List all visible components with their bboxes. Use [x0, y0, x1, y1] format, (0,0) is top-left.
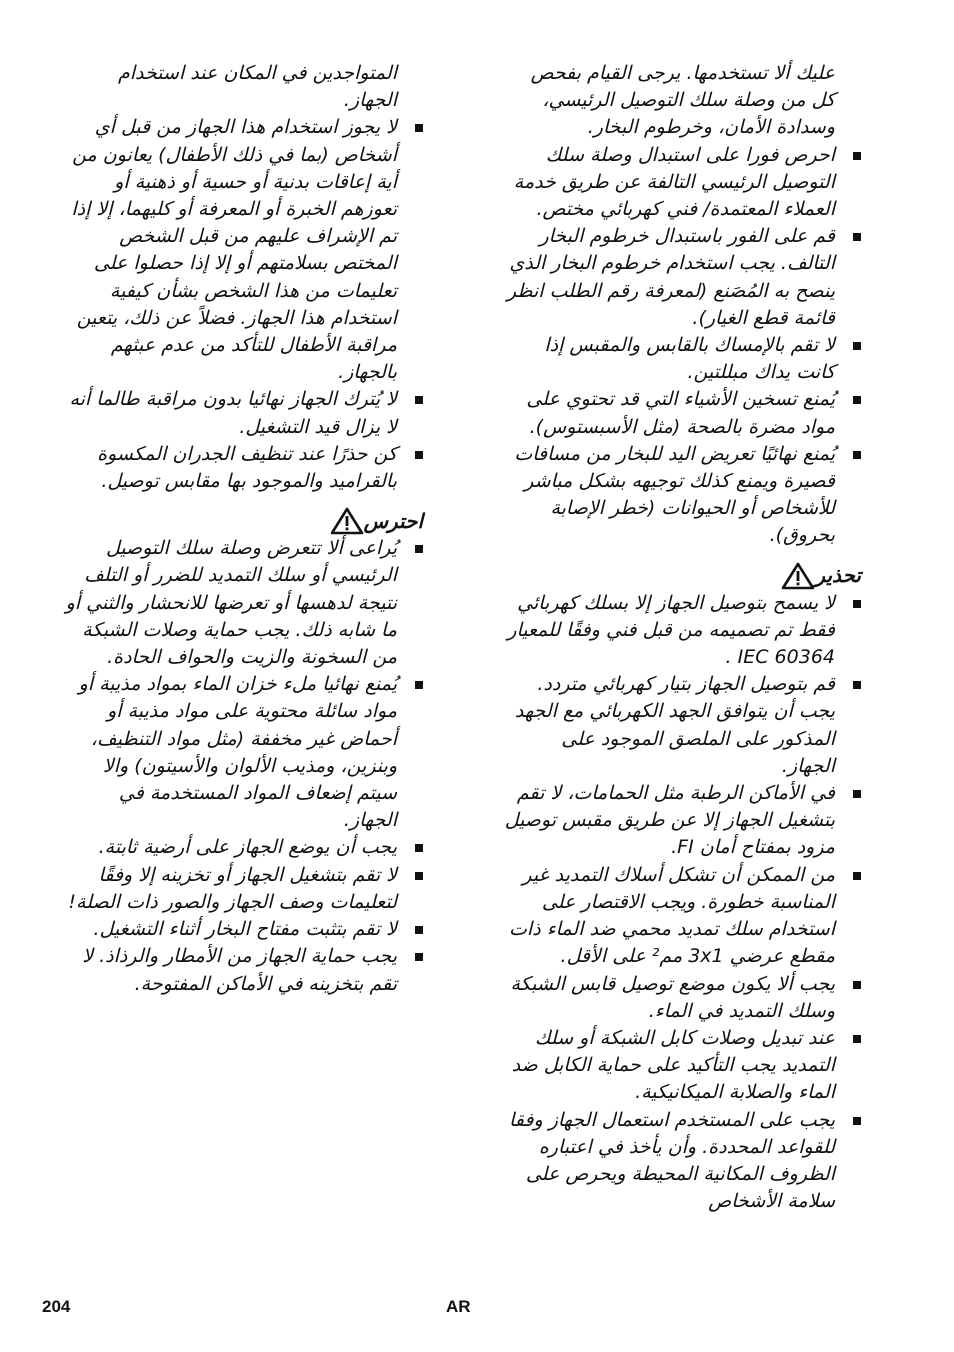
left-column: [65, 60, 423, 998]
warning-heading: [503, 562, 861, 590]
list-item: كن حذرًا عند تنظيف الجدران المكسوة بالقراميد والموجود بها مقابس توصيل.: [65, 441, 423, 495]
page-number: 204: [42, 1297, 71, 1316]
list-item: من الممكن أن تشكل أسلاك التمديد غير المناسبة خطورة. ويجب الاقتصار على استخدام سلك تمديد محمي ضد الماء ذات مقطع عرضي 3x1 مم² على الأقل.: [503, 862, 861, 971]
caution-list: [65, 535, 423, 997]
list-item: لا تقم بالإمساك بالقابس والمقبس إذا كانت يداك مبللتين.: [503, 332, 861, 386]
list-item: في الأماكن الرطبة مثل الحمامات، لا تقم بتشغيل الجهاز إلا عن طريق مقبس توصيل مزود بمفتاح أمان FI.: [503, 780, 861, 862]
list-item: عند تبديل وصلات كابل الشبكة أو سلك التمديد يجب التأكيد على حماية الكابل ضد الماء والصلابة الميكانيكية.: [503, 1025, 861, 1107]
right-column-intro: عليك ألا تستخدمها. يرجى القيام بفحص كل من وصلة سلك التوصيل الرئيسي، وسدادة الأمان، وخرطوم البخار.: [530, 62, 835, 139]
list-item: لا تقم بتثبت مفتاح البخار أثناء التشغيل.: [65, 916, 423, 943]
list-item: يُراعى ألا تتعرض وصلة سلك التوصيل الرئيسي أو سلك التمديد للضرر أو التلف نتيجة لدهسها أو تعرضها للانحشار والثني أو ما شابه ذلك. يجب حماية وصلات الشبكة من السخونة والزيت والحواف الحادة.: [65, 535, 423, 671]
warning-list: [503, 590, 861, 1216]
list-item: يجب ألا يكون موضع توصيل قابس الشبكة وسلك التمديد في الماء.: [503, 971, 861, 1025]
list-item: لا يُترك الجهاز نهائيا بدون مراقبة طالما أنه لا يزال قيد التشغيل.: [65, 386, 423, 440]
list-item: يُمنع نهائيًا تعريض اليد للبخار من مسافات قصيرة ويمنع كذلك توجيهه بشكل مباشر للأشخاص أو الحيوانات (خطر الإصابة بحروق).: [503, 441, 861, 550]
list-item: يجب على المستخدم استعمال الجهاز وفقا للقواعد المحددة. وأن يأخذ في اعتباره الظروف المكانية المحيطة ويحرص على سلامة الأشخاص: [503, 1107, 861, 1216]
list-item: يجب حماية الجهاز من الأمطار والرذاذ. لا تقم بتخزينه في الأماكن المفتوحة.: [65, 943, 423, 997]
list-item: لا يجوز استخدام هذا الجهاز من قبل أي أشخاص (بما في ذلك الأطفال) يعانون من أية إعاقات بدنية أو حسية أو ذهنية أو تعوزهم الخبرة أو المعرفة أو كليهما، إلا إذا تم الإشراف عليهم من قبل الشخص المختص بسلامتهم أو إلا إذا حصلوا على تعليمات من هذا الشخص بشأن كيفية استخدام هذا الجهاز. فضلاً عن ذلك، يتعين مراقبة الأطفال للتأكد من عدم عبثهم بالجهاز.: [65, 114, 423, 386]
right-column: [503, 60, 861, 1215]
list-item: قم على الفور باستبدال خرطوم البخار التالف. يجب استخدام خرطوم البخار الذي ينصح به المُصَنع (لمعرفة رقم الطلب انظر قائمة قطع الغيار).: [503, 223, 861, 332]
warning-triangle-icon: [781, 562, 815, 590]
language-code: AR: [446, 1297, 471, 1316]
caution-heading: [65, 507, 423, 535]
caution-heading-text: احترس: [363, 508, 423, 533]
list-item: يُمنع تسخين الأشياء التي قد تحتوي على مواد مضرة بالصحة (مثل الأسبستوس).: [503, 386, 861, 440]
list-item: احرص فورا على استبدال وصلة سلك التوصيل الرئيسي التالفة عن طريق خدمة العملاء المعتمدة/ فني كهربائي مختص.: [503, 142, 861, 224]
warning-triangle-icon: [330, 507, 364, 535]
list-item: لا تقم بتشغيل الجهاز أو تخزينه إلا وفقًا لتعليمات وصف الجهاز والصور ذات الصلة!: [65, 862, 423, 916]
list-item: يُمنع نهائيا ملء خزان الماء بمواد مذيبة أو مواد سائلة محتوية على مواد مذيبة أو أحماض غير مخففة (مثل مواد التنظيف، وبنزين، ومذيب الألوان والأسيتون) والا سيتم إضعاف المواد المستخدمة في الجهاز.: [65, 671, 423, 834]
left-column-continuation: المتواجدين في المكان عند استخدام الجهاز.: [118, 62, 397, 112]
right-column-list: [503, 142, 861, 550]
list-item: لا يسمح بتوصيل الجهاز إلا بسلك كهربائي فقط تم تصميمه من قبل فني وفقًا للمعيار IEC 60364 .: [503, 590, 861, 672]
warning-heading-text: تحذير: [815, 563, 861, 588]
list-item: قم بتوصيل الجهاز بتيار كهربائي متردد. يجب أن يتوافق الجهد الكهربائي مع الجهد المذكور على الملصق الموجود على الجهاز.: [503, 671, 861, 780]
left-column-list: [65, 114, 423, 495]
list-item: يجب أن يوضع الجهاز على أرضية ثابتة.: [65, 834, 423, 861]
